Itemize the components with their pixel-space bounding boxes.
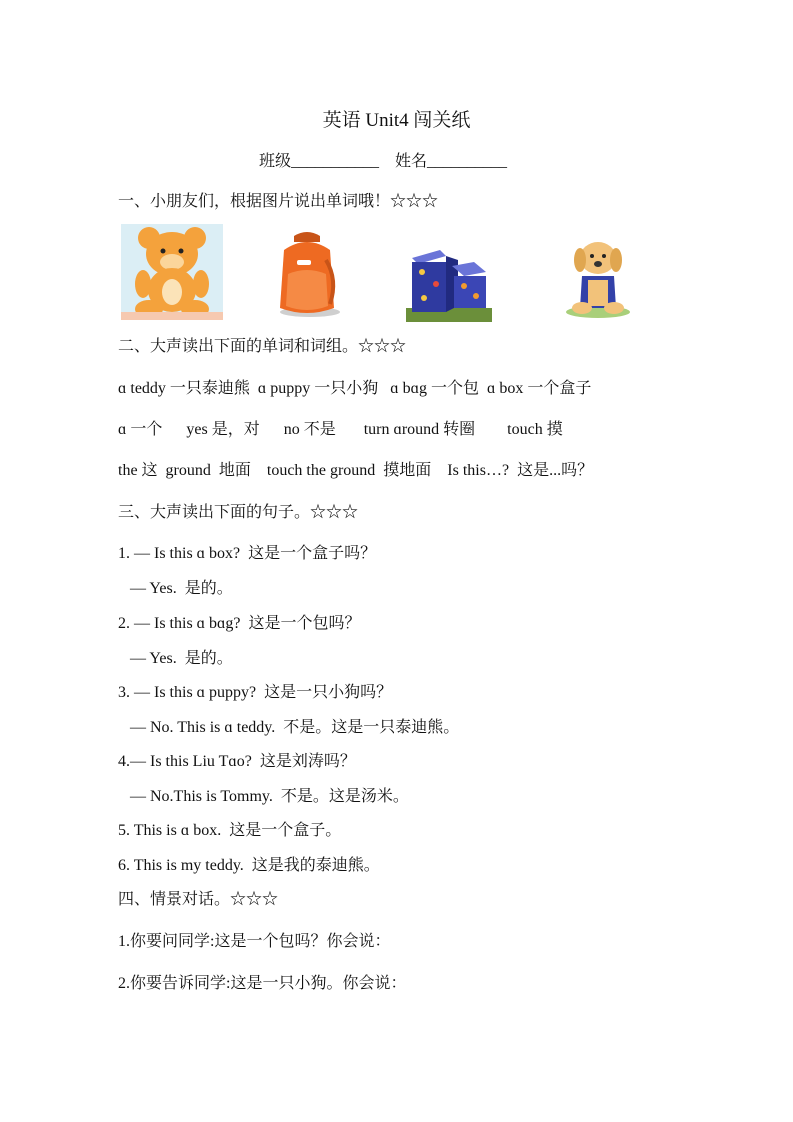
dialogue-line-1: 1.你要问同学:这是一个包吗？你会说： <box>118 933 391 950</box>
dialogue-line-2: 2.你要告诉同学:这是一只小狗。你会说： <box>118 975 407 992</box>
toy-boxes-picture <box>406 242 492 327</box>
word-line-3: the 这 ground 地面 touch the ground 摸地面 Is this…? 这是...吗？ <box>118 462 594 479</box>
sentence-line-1: 1. — Is this ɑ box? 这是一个盒子吗？ <box>118 545 377 562</box>
section3-heading: 三、大声读出下面的句子。☆☆☆ <box>118 504 359 521</box>
section1-heading: 一、小朋友们，根据图片说出单词哦！☆☆☆ <box>118 193 439 210</box>
word-line-1: ɑ teddy 一只泰迪熊 ɑ puppy 一只小狗 ɑ bɑg 一个包 ɑ box 一个盒子 <box>118 380 592 397</box>
sentence-line-10: 6. This is my teddy. 这是我的泰迪熊。 <box>118 857 380 874</box>
sentence-line-2: — Yes. 是的。 <box>118 580 233 597</box>
sentence-line-6: — No. This is ɑ teddy. 不是。这是一只泰迪熊。 <box>118 719 460 736</box>
sentence-line-3: 2. — Is this ɑ bɑg? 这是一个包吗？ <box>118 615 361 632</box>
school-bag-picture <box>272 230 342 323</box>
sentence-line-7: 4.— Is this Liu Tɑo? 这是刘涛吗？ <box>118 753 356 770</box>
sentence-line-9: 5. This is ɑ box. 这是一个盒子。 <box>118 822 342 839</box>
sentence-line-8: — No.This is Tommy. 不是。这是汤米。 <box>118 788 409 805</box>
section2-heading: 二、大声读出下面的单词和词组。☆☆☆ <box>118 338 407 355</box>
page-title: 英语 Unit4 闯关纸 <box>322 110 471 131</box>
sentence-line-4: — Yes. 是的。 <box>118 650 233 667</box>
word-line-2: ɑ 一个 yes 是，对 no 不是 turn ɑround 转圈 touch 摸 <box>118 421 563 438</box>
class-name-line: 班级___________ 姓名__________ <box>259 153 508 170</box>
teddy-bear-picture <box>121 224 223 325</box>
section4-heading: 四、情景对话。☆☆☆ <box>118 891 279 908</box>
sentence-line-5: 3. — Is this ɑ puppy? 这是一只小狗吗？ <box>118 684 393 701</box>
puppy-picture <box>560 236 632 323</box>
